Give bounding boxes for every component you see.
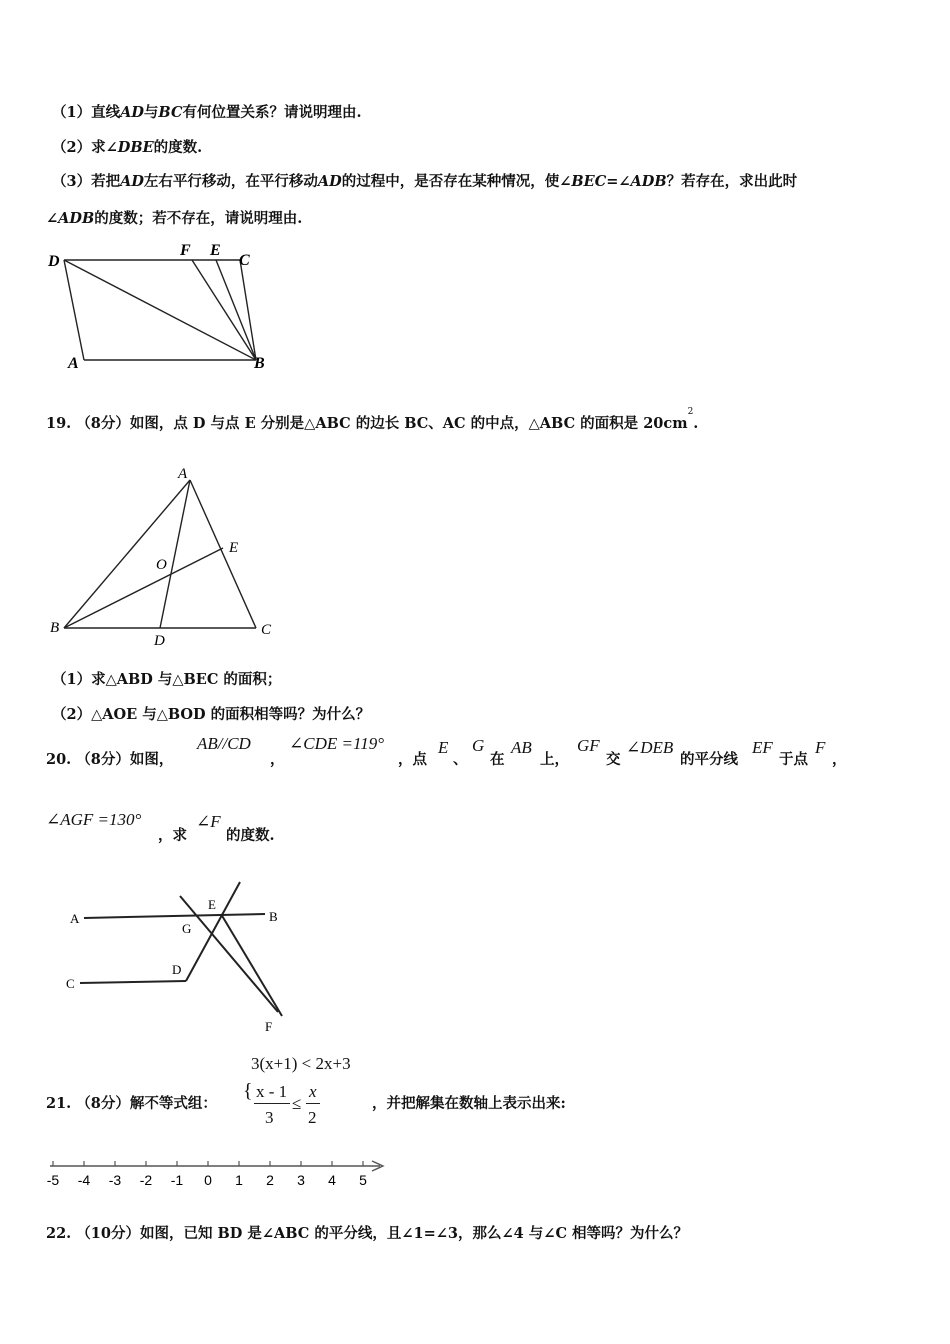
edge-DB: [64, 260, 256, 360]
label-D: D: [172, 962, 182, 977]
q20-m8: EF: [752, 738, 773, 757]
q21-brace: {: [243, 1080, 253, 1102]
tick-label-0: 0: [204, 1172, 212, 1188]
q20-t3: 在: [490, 751, 505, 768]
q18-part3: （3）若把AD左右平行移动，在平行移动AD的过程中，是否存在某种情况，使∠BEC=∠ADB？若存在，求出此时: [52, 173, 798, 190]
q20-m3: E: [438, 738, 449, 757]
tick-label--3: -3: [108, 1172, 122, 1188]
edge-AB: [64, 480, 190, 628]
edge-AC: [190, 480, 256, 628]
tick-label--5: -5: [46, 1172, 60, 1188]
q21-den: 3: [265, 1108, 274, 1127]
median-AD: [160, 480, 190, 628]
q20-m4: G: [472, 736, 485, 755]
q20-t5: 交: [606, 751, 621, 768]
q21-tail: ，并把解集在数轴上表示出来:: [372, 1095, 566, 1112]
tick-label--4: -4: [77, 1172, 91, 1188]
tick-labels: [47, 1172, 367, 1188]
median-BE: [64, 548, 223, 628]
line-EF: [221, 914, 282, 1016]
q20-t8: ，: [832, 751, 847, 768]
q20-t6: 的平分线: [680, 751, 738, 768]
edge-FB: [192, 260, 256, 360]
label-C: C: [239, 252, 250, 269]
tick-marks: [53, 1161, 363, 1166]
q21-den2: 2: [308, 1108, 317, 1127]
q20-t7: 于点: [779, 751, 808, 768]
q18-part2: （2）求∠DBE的度数.: [52, 139, 203, 156]
label-A: A: [178, 466, 188, 482]
q20-m5: AB: [511, 738, 532, 757]
label-G: G: [182, 921, 192, 936]
label-F: F: [265, 1019, 273, 1034]
q20-m9: F: [815, 738, 826, 757]
q20-t10: 的度数.: [226, 827, 275, 844]
tick-label-5: 5: [359, 1172, 367, 1188]
label-D: D: [48, 253, 60, 270]
q21-le: ≤: [292, 1094, 302, 1113]
label-E: E: [229, 540, 239, 556]
edge-EB: [216, 260, 256, 360]
label-B: B: [269, 909, 278, 924]
tick-label-1: 1: [235, 1172, 243, 1188]
q21-num2: x: [309, 1082, 317, 1101]
q20-comma1: ，: [270, 751, 285, 768]
label-A: A: [68, 355, 79, 372]
tick-label--2: -2: [139, 1172, 153, 1188]
edge-CB: [240, 260, 256, 360]
q20-m7: ∠DEB: [626, 738, 674, 757]
q21-ineq1: 3(x+1) < 2x+3: [251, 1054, 351, 1073]
line-CD: [80, 981, 186, 983]
label-A: A: [70, 911, 80, 926]
q20-t2: 、: [453, 751, 468, 768]
q18-part3-cont: ∠ADB的度数；若不存在，请说明理由.: [46, 210, 303, 227]
q20-m6: GF: [577, 736, 600, 755]
label-E: E: [208, 897, 216, 912]
q21-lead: 21. （8分）解不等式组：: [46, 1095, 217, 1112]
axis-arrow: [372, 1161, 383, 1171]
label-O: O: [156, 557, 167, 573]
label-B: B: [254, 355, 265, 372]
q20-t9: ，求: [158, 827, 187, 844]
ray-DE: [186, 882, 240, 981]
label-C: C: [66, 976, 75, 991]
q21-num: x - 1: [256, 1082, 288, 1101]
tick-label-3: 3: [297, 1172, 305, 1188]
q22-stem: 22. （10分）如图，已知 BD 是∠ABC 的平分线，且∠1=∠3，那么∠4 与∠C 相等吗？为什么？: [46, 1225, 689, 1242]
q20-m10: ∠AGF =130°: [46, 810, 142, 829]
edge-DA: [64, 260, 84, 360]
q20-m2: ∠CDE =119°: [289, 734, 385, 753]
label-D: D: [154, 633, 165, 649]
q20-t4: 上，: [540, 751, 569, 768]
q19-stem: 19. （8分）如图，点 D 与点 E 分别是△ABC 的边长 BC、AC 的中点，△ABC 的面积是 $20cm^2$.: [46, 407, 699, 432]
q20-m1: AB//CD: [197, 734, 251, 753]
tick-label--1: -1: [170, 1172, 184, 1188]
label-B: B: [50, 620, 60, 636]
label-C: C: [261, 622, 272, 638]
line-GF: [180, 896, 278, 1012]
q18-part1: （1）直线AD与BC有何位置关系？请说明理由.: [52, 104, 362, 121]
tick-label-4: 4: [328, 1172, 336, 1188]
tick-label-2: 2: [266, 1172, 274, 1188]
label-F: F: [180, 242, 191, 259]
q20-t1: ，点: [398, 751, 427, 768]
label-E: E: [210, 242, 221, 259]
q20-lead: 20. （8分）如图，: [46, 751, 174, 768]
q19-sub2: （2）△AOE 与△BOD 的面积相等吗？为什么？: [52, 706, 371, 723]
q21-fraction-bar2: [306, 1103, 320, 1104]
q20-m11: ∠F: [196, 812, 221, 831]
line-AB: [84, 914, 265, 918]
q19-sub1: （1）求△ABD 与△BEC 的面积；: [52, 671, 282, 688]
q21-fraction-bar: [254, 1103, 290, 1104]
